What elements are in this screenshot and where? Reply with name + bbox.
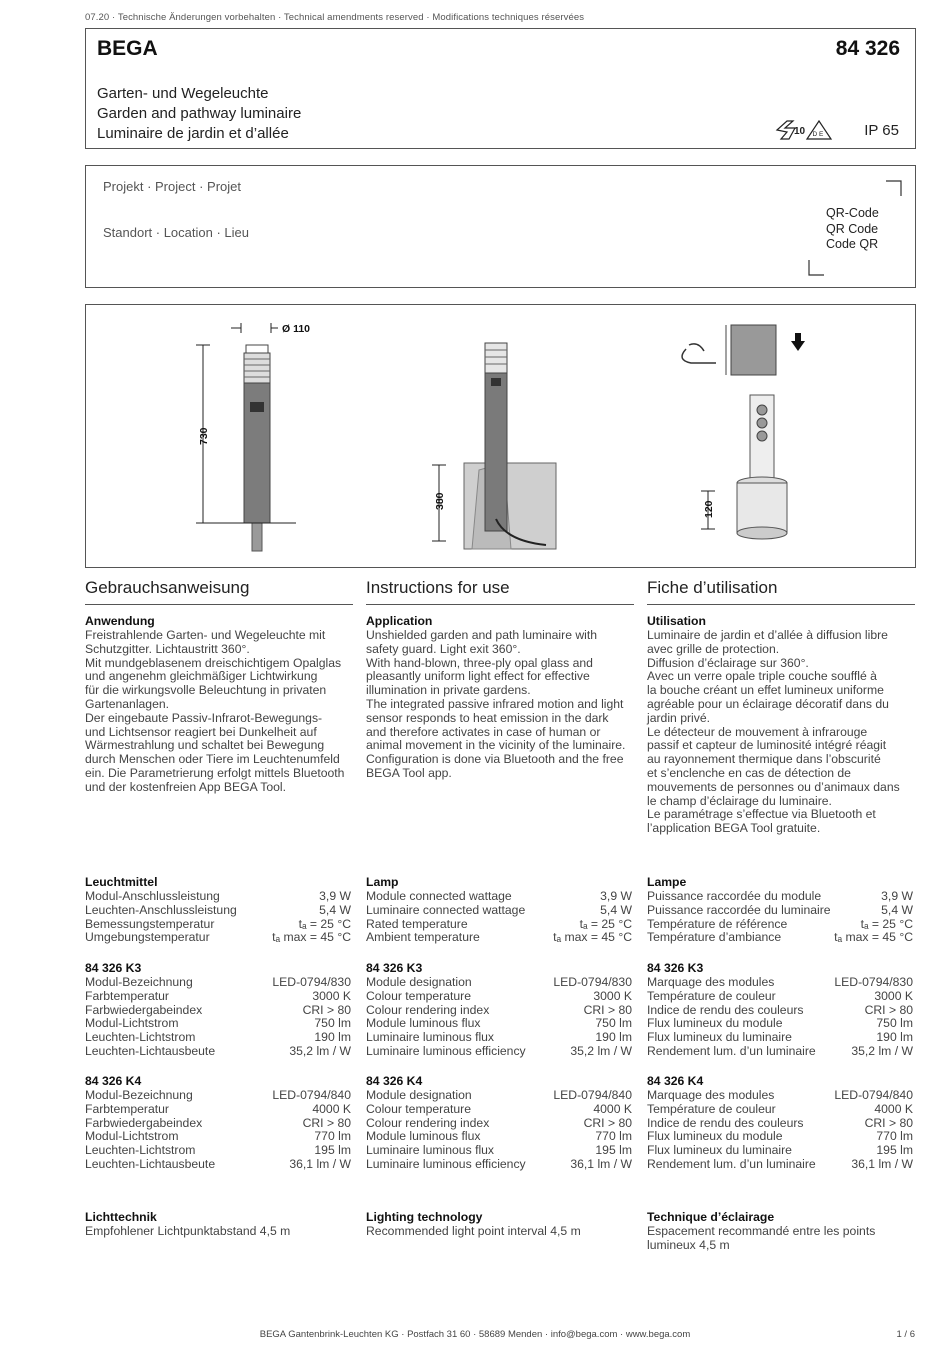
footer: BEGA Gantenbrink-Leuchten KG · Postfach 31 60 · 58689 Menden · info@bega.com · www.bega.com xyxy=(259,1329,691,1340)
spec-row xyxy=(85,1144,351,1158)
spec-value: 5,4 W xyxy=(319,902,351,917)
spec-label: Umgebungstemperatur xyxy=(85,930,210,945)
application-line: pleasantly uniform light effect for effective xyxy=(366,669,590,684)
qr-label-en: QR Code xyxy=(826,221,879,236)
spec-row xyxy=(366,1103,632,1117)
spec-value: tₐ max = 45 °C xyxy=(553,930,632,945)
application-line: und Lichtsensor reagiert bei Dunkelheit auf xyxy=(85,724,317,739)
spec-row xyxy=(85,1031,351,1045)
spec-label: Leuchten-Lichtstrom xyxy=(85,1030,196,1045)
spec-label: Ambient temperature xyxy=(366,930,480,945)
application-line: BEGA Tool app. xyxy=(366,765,452,780)
spec-label: Modul-Anschlussleistung xyxy=(85,889,220,903)
spec-label: Bemessungstemperatur xyxy=(85,916,215,931)
spec-value: 195 lm xyxy=(876,1143,913,1158)
luminaire-side-view xyxy=(196,323,310,551)
spec-row xyxy=(85,976,351,990)
height-label: 730 xyxy=(198,427,210,445)
spec-row xyxy=(366,1144,632,1158)
mark-number: 10 xyxy=(794,126,806,137)
spec-label: Rendement lum. d’un luminaire xyxy=(647,1043,816,1058)
spec-value: 770 lm xyxy=(314,1129,351,1144)
k3-table xyxy=(366,976,632,1059)
spec-row xyxy=(647,990,913,1004)
lamp-table xyxy=(85,890,351,945)
k4-table xyxy=(85,1089,351,1172)
application-line: Freistrahlende Garten- und Wegeleuchte mit xyxy=(85,628,326,642)
spec-label: Colour temperature xyxy=(366,1101,471,1116)
application-line: The integrated passive infrared motion and light xyxy=(366,696,624,711)
spec-row xyxy=(647,1103,913,1117)
application-line: la bouche créant un effet lumineux uniforme xyxy=(647,683,884,698)
application-text xyxy=(85,629,353,795)
k4-title: 84 326 K4 xyxy=(647,1074,704,1088)
application-text xyxy=(366,629,634,781)
lighting-tech-title: Lighting technology xyxy=(366,1210,483,1224)
application-line: Luminaire de jardin et d’allée à diffusion libre xyxy=(647,628,888,642)
application-line: Gartenanlagen. xyxy=(85,696,170,711)
project-label: Projekt · Project · Projet xyxy=(103,179,241,194)
application-line: jardin privé. xyxy=(647,710,710,725)
spec-value: LED-0794/830 xyxy=(272,975,351,989)
spec-value: 3000 K xyxy=(312,988,351,1003)
spec-label: Indice de rendu des couleurs xyxy=(647,1115,804,1130)
spec-label: Flux lumineux du luminaire xyxy=(647,1143,792,1158)
application-line: Diffusion d’éclairage sur 360°. xyxy=(647,655,809,670)
spec-row xyxy=(647,890,913,904)
spec-value: LED-0794/830 xyxy=(553,975,632,989)
application-line: durch Menschen oder Tiere im Leuchtenumfeld xyxy=(85,752,340,767)
spec-value: CRI > 80 xyxy=(302,1115,351,1130)
lighting-tech-line: lumineux 4,5 m xyxy=(647,1237,730,1252)
spec-row xyxy=(647,931,913,945)
spec-row xyxy=(366,990,632,1004)
application-line: l’application BEGA Tool gratuite. xyxy=(647,821,821,836)
spec-label: Modul-Lichtstrom xyxy=(85,1016,179,1031)
application-line: passif et capteur de luminosité intégré réagit xyxy=(647,738,887,753)
technical-drawing-box xyxy=(85,304,916,568)
spec-label: Module connected wattage xyxy=(366,889,512,903)
spec-value: 5,4 W xyxy=(881,902,913,917)
application-line: Le détecteur de mouvement à infrarouge xyxy=(647,724,868,739)
spec-label: Rendement lum. d’un luminaire xyxy=(647,1156,816,1171)
spec-value: tₐ max = 45 °C xyxy=(834,930,913,945)
lighting-tech-text xyxy=(366,1225,634,1239)
title-en: Garden and pathway luminaire xyxy=(97,105,302,122)
spec-label: Colour rendering index xyxy=(366,1115,490,1130)
spec-label: Farbwiedergabeindex xyxy=(85,1002,203,1017)
application-line: und angenehm gleichmäßiger Lichtwirkung xyxy=(85,669,318,684)
spec-label: Farbwiedergabeindex xyxy=(85,1115,203,1130)
spec-value: 750 lm xyxy=(595,1016,632,1031)
brand-logo: BEGA xyxy=(97,37,158,60)
spec-value: 3000 K xyxy=(593,988,632,1003)
application-line: au rayonnement thermique dans l’obscurité xyxy=(647,752,881,767)
spec-label: Colour temperature xyxy=(366,988,471,1003)
depth-label: 380 xyxy=(434,492,446,510)
spec-value: 35,2 lm / W xyxy=(570,1043,632,1058)
lighting-tech-title: Technique d’éclairage xyxy=(647,1210,775,1224)
spec-label: Température de couleur xyxy=(647,1101,776,1116)
spec-row xyxy=(366,904,632,918)
spec-row xyxy=(647,1158,913,1172)
spec-label: Leuchten-Anschlussleistung xyxy=(85,902,237,917)
spec-label: Leuchten-Lichtstrom xyxy=(85,1143,196,1158)
top-note: 07.20 · Technische Änderungen vorbehalten · Technical amendments reserved · Modifications techniques réservées xyxy=(85,12,585,23)
spec-value: 3,9 W xyxy=(319,889,351,903)
spec-label: Marquage des modules xyxy=(647,975,775,989)
application-line: et s’enclenche en cas de détection de xyxy=(647,765,851,780)
spec-row xyxy=(366,931,632,945)
project-box xyxy=(85,165,916,288)
application-line: für die wirkungsvolle Beleuchtung in privaten xyxy=(85,683,327,698)
spec-value: tₐ = 25 °C xyxy=(579,916,632,931)
qr-label-fr: Code QR xyxy=(826,237,879,251)
lighting-tech-title: Lichttechnik xyxy=(85,1210,157,1224)
technical-drawing xyxy=(86,305,917,569)
lighting-tech-text xyxy=(647,1225,915,1253)
spec-label: Farbtemperatur xyxy=(85,1101,169,1116)
spec-row xyxy=(85,1017,351,1031)
spec-value: 4000 K xyxy=(312,1101,351,1116)
spec-label: Température de référence xyxy=(647,916,788,931)
spec-value: tₐ = 25 °C xyxy=(298,916,351,931)
spec-value: LED-0794/840 xyxy=(553,1088,632,1102)
spec-label: Farbtemperatur xyxy=(85,988,169,1003)
spec-value: 4000 K xyxy=(593,1101,632,1116)
spec-label: Luminaire luminous flux xyxy=(366,1143,495,1158)
header-box xyxy=(85,28,916,149)
lamp-title: Lamp xyxy=(366,875,399,889)
spec-value: 36,1 lm / W xyxy=(851,1156,913,1171)
spec-row xyxy=(366,1089,632,1103)
application-line: sensor responds to heat emission in the dark xyxy=(366,710,609,725)
application-line: illumination in private gardens. xyxy=(366,683,531,698)
diameter-label: Ø 110 xyxy=(282,323,311,335)
application-line: Mit mundgeblasenem dreischichtigem Opalglas xyxy=(85,655,342,670)
application-title: Utilisation xyxy=(647,614,706,628)
spec-label: Puissance raccordée du module xyxy=(647,889,822,903)
k4-table xyxy=(366,1089,632,1172)
spec-row xyxy=(647,1130,913,1144)
spec-label: Luminaire connected wattage xyxy=(366,902,526,917)
spec-label: Modul-Bezeichnung xyxy=(85,1088,193,1102)
spec-label: Colour rendering index xyxy=(366,1002,490,1017)
application-line: Configuration is done via Bluetooth and the free xyxy=(366,752,624,767)
spec-value: 750 lm xyxy=(314,1016,351,1031)
lamp-table xyxy=(647,890,913,945)
application-title: Anwendung xyxy=(85,614,155,628)
spec-label: Modul-Lichtstrom xyxy=(85,1129,179,1144)
application-line: With hand-blown, three-ply opal glass and xyxy=(366,655,593,670)
spec-value: CRI > 80 xyxy=(302,1002,351,1017)
section-heading: Fiche d’utilisation xyxy=(647,578,915,605)
spec-row xyxy=(647,1117,913,1131)
spec-value: 190 lm xyxy=(595,1030,632,1045)
lamp-title: Lampe xyxy=(647,875,687,889)
spec-row xyxy=(366,1117,632,1131)
depth2-label: 120 xyxy=(703,500,715,518)
spec-row xyxy=(85,1130,351,1144)
k3-title: 84 326 K3 xyxy=(85,961,142,975)
spec-row xyxy=(85,1103,351,1117)
spec-value: LED-0794/840 xyxy=(272,1088,351,1102)
spec-value: 3,9 W xyxy=(881,889,913,903)
spec-value: 35,2 lm / W xyxy=(851,1043,913,1058)
spec-label: Module designation xyxy=(366,975,472,989)
spec-row xyxy=(366,1004,632,1018)
spec-label: Module luminous flux xyxy=(366,1129,481,1144)
product-number: 84 326 xyxy=(835,37,900,60)
section-heading: Gebrauchsanweisung xyxy=(85,578,353,605)
spec-value: tₐ max = 45 °C xyxy=(272,930,351,945)
spec-label: Température d’ambiance xyxy=(647,930,782,945)
spec-label: Marquage des modules xyxy=(647,1088,775,1102)
spec-row xyxy=(647,1089,913,1103)
application-line: le champ d’éclairage du luminaire. xyxy=(647,793,832,808)
spec-row xyxy=(366,1158,632,1172)
spec-value: 3000 K xyxy=(874,988,913,1003)
section-heading: Instructions for use xyxy=(366,578,634,605)
spec-value: 190 lm xyxy=(314,1030,351,1045)
spec-label: Luminaire luminous efficiency xyxy=(366,1156,526,1171)
application-line: Der eingebaute Passiv-Infrarot-Bewegungs- xyxy=(85,710,323,725)
spec-value: 770 lm xyxy=(876,1129,913,1144)
spec-row xyxy=(366,976,632,990)
spec-value: 5,4 W xyxy=(600,902,632,917)
spec-label: Module luminous flux xyxy=(366,1016,481,1031)
qr-label-de: QR-Code xyxy=(826,206,879,220)
page-number: 1 / 6 xyxy=(896,1329,915,1340)
k4-title: 84 326 K4 xyxy=(85,1074,142,1088)
spec-value: CRI > 80 xyxy=(864,1002,913,1017)
application-line: und der kostenfreien App BEGA Tool. xyxy=(85,779,287,794)
spec-row xyxy=(85,918,351,932)
spec-value: 35,2 lm / W xyxy=(289,1043,351,1058)
spec-label: Leuchten-Lichtausbeute xyxy=(85,1043,216,1058)
spec-label: Luminaire luminous flux xyxy=(366,1030,495,1045)
spec-value: 4000 K xyxy=(874,1101,913,1116)
application-line: Unshielded garden and path luminaire with xyxy=(366,628,598,642)
spec-label: Température de couleur xyxy=(647,988,776,1003)
spec-value: LED-0794/830 xyxy=(834,975,913,989)
spec-label: Flux lumineux du module xyxy=(647,1129,783,1144)
application-line: animal movement in the vicinity of the luminaire. xyxy=(366,738,626,753)
spec-value: 770 lm xyxy=(595,1129,632,1144)
k4-table xyxy=(647,1089,913,1172)
lighting-tech-line: Empfohlener Lichtpunktabstand 4,5 m xyxy=(85,1224,291,1238)
title-de: Garten- und Wegeleuchte xyxy=(97,85,269,102)
spec-row xyxy=(85,1004,351,1018)
spec-row xyxy=(85,1158,351,1172)
spec-row xyxy=(366,918,632,932)
application-line: avec grille de protection. xyxy=(647,641,780,656)
spec-row xyxy=(647,1045,913,1059)
spec-row xyxy=(85,1045,351,1059)
ip-rating: IP 65 xyxy=(864,122,899,139)
application-line: ein. Die Parametrierung erfolgt mittels Bluetooth xyxy=(85,765,345,780)
certification-marks-icon xyxy=(775,119,845,141)
spec-label: Puissance raccordée du luminaire xyxy=(647,902,831,917)
spec-label: Flux lumineux du luminaire xyxy=(647,1030,792,1045)
spec-value: 3,9 W xyxy=(600,889,632,903)
spec-value: CRI > 80 xyxy=(583,1115,632,1130)
qr-code-placeholder xyxy=(826,206,879,253)
spec-row xyxy=(85,1117,351,1131)
spec-value: 36,1 lm / W xyxy=(289,1156,351,1171)
spec-row xyxy=(366,1045,632,1059)
application-line: Avec un verre opale triple couche soufflé à xyxy=(647,669,877,684)
spec-label: Indice de rendu des couleurs xyxy=(647,1002,804,1017)
spec-row xyxy=(366,1017,632,1031)
application-line: safety guard. Light exit 360°. xyxy=(366,641,521,656)
application-text xyxy=(647,629,915,836)
spec-row xyxy=(366,1130,632,1144)
spec-value: 195 lm xyxy=(314,1143,351,1158)
spec-row xyxy=(85,890,351,904)
k3-table xyxy=(647,976,913,1059)
spec-value: 36,1 lm / W xyxy=(570,1156,632,1171)
application-line: mouvements de personnes ou d’animaux dans xyxy=(647,779,900,794)
application-line: Wärmestrahlung und schaltet bei Bewegung xyxy=(85,738,325,753)
spec-label: Leuchten-Lichtausbeute xyxy=(85,1156,216,1171)
spec-label: Flux lumineux du module xyxy=(647,1016,783,1031)
spec-value: 195 lm xyxy=(595,1143,632,1158)
k3-title: 84 326 K3 xyxy=(366,961,423,975)
lamp-title: Leuchtmittel xyxy=(85,875,158,889)
lighting-tech-text xyxy=(85,1225,353,1239)
title-fr: Luminaire de jardin et d’allée xyxy=(97,125,289,142)
spec-row xyxy=(647,1031,913,1045)
installation-steps xyxy=(682,325,805,539)
spec-row xyxy=(647,1004,913,1018)
spec-row xyxy=(85,904,351,918)
k3-title: 84 326 K3 xyxy=(647,961,704,975)
spec-row xyxy=(647,976,913,990)
application-line: Schutzgitter. Lichtaustritt 360°. xyxy=(85,641,250,656)
spec-value: CRI > 80 xyxy=(583,1002,632,1017)
spec-row xyxy=(647,918,913,932)
spec-row xyxy=(366,1031,632,1045)
spec-row xyxy=(85,1089,351,1103)
spec-value: 190 lm xyxy=(876,1030,913,1045)
k3-table xyxy=(85,976,351,1059)
spec-row xyxy=(647,904,913,918)
spec-row xyxy=(647,1017,913,1031)
k4-title: 84 326 K4 xyxy=(366,1074,423,1088)
lighting-tech-line: Espacement recommandé entre les points xyxy=(647,1224,876,1238)
location-label: Standort · Location · Lieu xyxy=(103,225,249,240)
application-title: Application xyxy=(366,614,433,628)
spec-value: LED-0794/840 xyxy=(834,1088,913,1102)
spec-value: CRI > 80 xyxy=(864,1115,913,1130)
spec-row xyxy=(85,931,351,945)
spec-value: tₐ = 25 °C xyxy=(860,916,913,931)
lamp-table xyxy=(366,890,632,945)
application-line: and therefore activates in case of human or xyxy=(366,724,601,739)
spec-label: Module designation xyxy=(366,1088,472,1102)
lighting-tech-line: Recommended light point interval 4,5 m xyxy=(366,1224,581,1238)
application-line: agréable pour un éclairage décoratif dans du xyxy=(647,696,889,711)
spec-row xyxy=(647,1144,913,1158)
spec-row xyxy=(85,990,351,1004)
spec-label: Luminaire luminous efficiency xyxy=(366,1043,526,1058)
mark-letters: D E xyxy=(812,131,824,138)
spec-value: 750 lm xyxy=(876,1016,913,1031)
qr-corner-top-icon xyxy=(886,180,902,196)
qr-corner-bottom-icon xyxy=(808,260,824,276)
spec-label: Modul-Bezeichnung xyxy=(85,975,193,989)
spec-row xyxy=(366,890,632,904)
spec-label: Rated temperature xyxy=(366,916,468,931)
application-line: Le paramétrage s’effectue via Bluetooth et xyxy=(647,807,876,822)
luminaire-installed-view xyxy=(432,343,556,549)
